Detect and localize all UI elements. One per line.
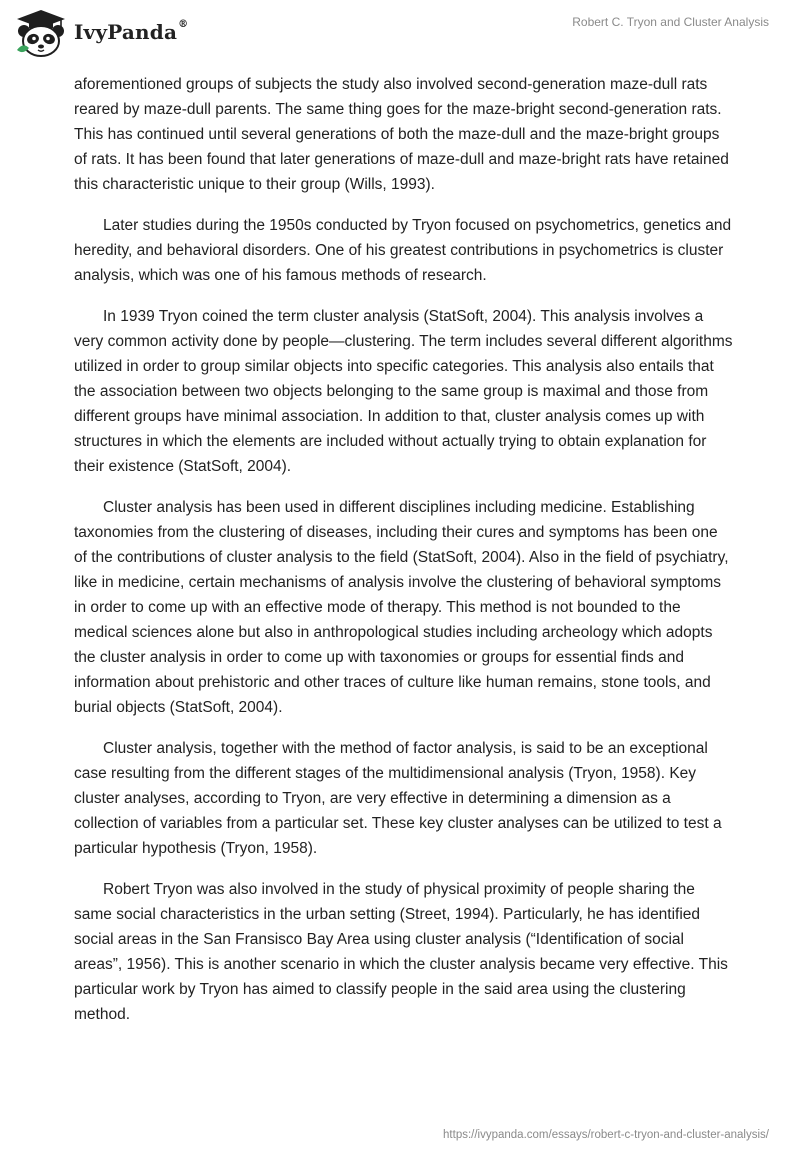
brand-name: IvyPanda® [74, 19, 189, 44]
paragraph: Later studies during the 1950s conducted by Tryon focused on psychometrics, genetics and heredity, and behavioral disorders. One of his greatest contributions in psychometrics is cluster analysis, which was one of his famous methods of research. [74, 217, 732, 284]
essay-body [74, 72, 734, 1043]
paragraph: Cluster analysis, together with the method of factor analysis, is said to be an exceptional case resulting from the different stages of the multidimensional analysis (Tryon, 1958). Key cluster analyses, according to Tryon, are very effective in determining a dimension as a collection of variables from a particular set. These key cluster analyses can be utilized to test a particular hypothesis (Tryon, 1958). [74, 740, 722, 857]
document-title: Robert C. Tryon and Cluster Analysis [572, 15, 769, 29]
paragraph-continuation: aforementioned groups of subjects the study also involved second-generation maze-dull rats reared by maze-dull parents. The same thing goes for the maze-bright second-generation rats. This has continued until several generations of both the maze-dull and the maze-bright groups of rats. It has been found that later generations of maze-dull and maze-bright rats have retained this characteristic unique to their group (Wills, 1993). [74, 76, 729, 193]
panda-logo-icon [14, 8, 68, 58]
brand-logo[interactable] [14, 8, 188, 58]
source-url[interactable]: https://ivypanda.com/essays/robert-c-tryon-and-cluster-analysis/ [443, 1129, 769, 1141]
page-header [0, 0, 800, 70]
paragraph: Robert Tryon was also involved in the study of physical proximity of people sharing the same social characteristics in the urban setting (Street, 1994). Particularly, he has identified social areas in the San Fransisco Bay Area using cluster analysis (“Identification of social areas”, 1956). This is another scenario in which the cluster analysis became very effective. This particular work by Tryon has aimed to classify people in the said area using the clustering method. [74, 881, 728, 1023]
paragraph: Cluster analysis has been used in different disciplines including medicine. Establishing taxonomies from the clustering of diseases, including their cures and symptoms has been one of the contributions of cluster analysis to the field (StatSoft, 2004). Also in the field of psychiatry, like in medicine, certain mechanisms of analysis involve the clustering of behavioral symptoms in order to come up with an effective mode of therapy. This method is not bounded to the medical sciences alone but also in anthropological studies including archeology which adopts the cluster analysis in order to come up with taxonomies or groups for essential finds and information about prehistoric and other traces of culture like human remains, stone tools, and burial objects (StatSoft, 2004). [74, 499, 729, 716]
paragraph: In 1939 Tryon coined the term cluster analysis (StatSoft, 2004). This analysis involves a very common activity done by people—clustering. The term includes several different algorithms utilized in order to group similar objects into specific categories. This analysis also entails that the association between two objects belonging to the same group is maximal and those from different groups have minimal association. In addition to that, cluster analysis comes up with structures in which the elements are included without actually trying to obtain explanation for their existence (StatSoft, 2004). [74, 308, 733, 475]
